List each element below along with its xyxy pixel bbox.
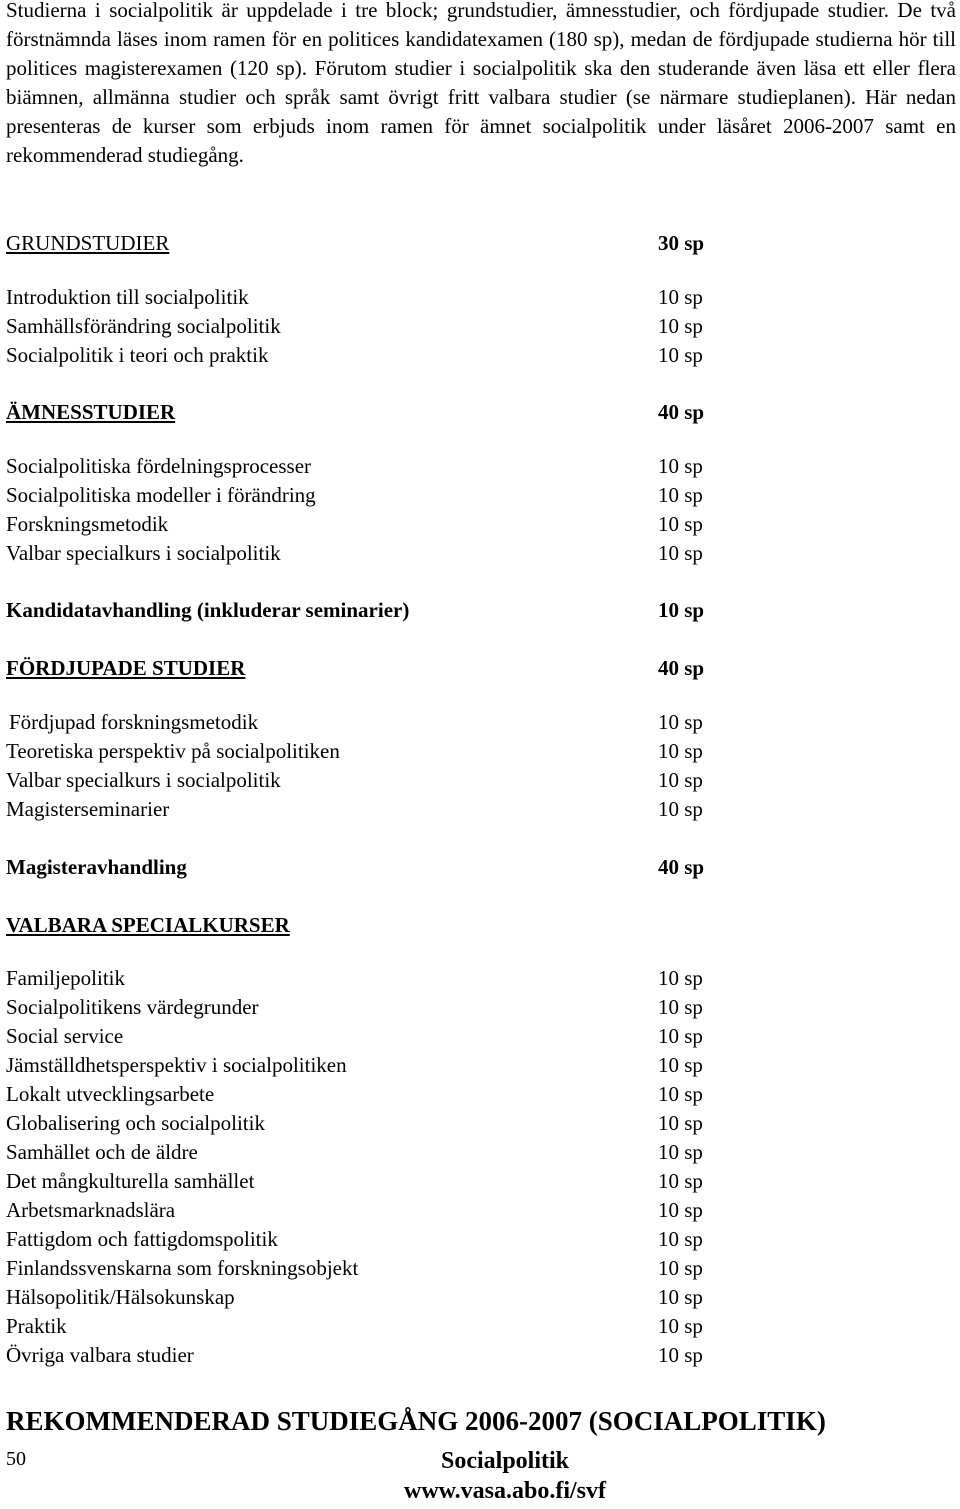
course-row [6, 1080, 726, 1109]
course-name: Socialpolitiska fördelningsprocesser [6, 454, 312, 478]
thesis-row-magister [6, 853, 726, 882]
course-row [6, 510, 726, 539]
course-credits: 10 sp [658, 1343, 703, 1367]
section-heading-amnesstudier [6, 398, 726, 427]
course-row [6, 1022, 726, 1051]
course-row [6, 993, 726, 1022]
course-name: Magisterseminarier [6, 797, 170, 821]
course-credits: 10 sp [658, 483, 703, 507]
course-row [6, 795, 726, 824]
course-name: Fördjupad forskningsmetodik [9, 710, 259, 734]
thesis-credits: 10 sp [658, 598, 705, 622]
course-credits: 10 sp [658, 710, 703, 734]
course-name: Samhället och de äldre [6, 1140, 198, 1164]
course-name: Teoretiska perspektiv på socialpolitiken [6, 739, 340, 763]
page-number: 50 [6, 1448, 26, 1470]
course-credits: 10 sp [658, 1169, 703, 1193]
course-credits: 10 sp [658, 512, 703, 536]
course-credits: 10 sp [658, 1285, 703, 1309]
course-credits: 10 sp [658, 1082, 703, 1106]
course-row [6, 1109, 726, 1138]
course-credits: 10 sp [658, 768, 703, 792]
section-heading-valbara [6, 911, 726, 940]
course-row [6, 1341, 726, 1370]
course-row [6, 708, 726, 737]
course-name: Valbar specialkurs i socialpolitik [6, 768, 281, 792]
course-name: Introduktion till socialpolitik [6, 285, 249, 309]
course-row [6, 1254, 726, 1283]
course-row [6, 1283, 726, 1312]
course-name: Globalisering och socialpolitik [6, 1111, 265, 1135]
course-name: Arbetsmarknadslära [6, 1198, 176, 1222]
recommended-study-path-title: REKOMMENDERAD STUDIEGÅNG 2006-2007 (SOCIALPOLITIK) [6, 1406, 826, 1436]
course-name: Social service [6, 1024, 124, 1048]
footer-url: www.vasa.abo.fi/svf [403, 1478, 607, 1504]
course-row [6, 1138, 726, 1167]
course-row [6, 1167, 726, 1196]
thesis-name: Kandidatavhandling (inkluderar seminarier) [6, 598, 410, 622]
section-heading-label: FÖRDJUPADE STUDIER [6, 656, 246, 680]
course-row [6, 964, 726, 993]
course-credits: 10 sp [658, 1227, 703, 1251]
section-heading-fordjupade [6, 654, 726, 683]
course-name: Socialpolitiska modeller i förändring [6, 483, 316, 507]
section-heading-label: ÄMNESSTUDIER [6, 400, 176, 424]
course-row [6, 312, 726, 341]
course-credits: 10 sp [658, 797, 703, 821]
course-name: Fattigdom och fattigdomspolitik [6, 1227, 278, 1251]
course-row [6, 766, 726, 795]
course-row [6, 1196, 726, 1225]
course-name: Familjepolitik [6, 966, 125, 990]
course-credits: 10 sp [658, 343, 703, 367]
course-name: Valbar specialkurs i socialpolitik [6, 541, 281, 565]
course-name: Lokalt utvecklingsarbete [6, 1082, 215, 1106]
course-credits: 10 sp [658, 285, 703, 309]
course-credits: 10 sp [658, 541, 703, 565]
course-name: Forskningsmetodik [6, 512, 169, 536]
course-name: Finlandssvenskarna som forskningsobjekt [6, 1256, 359, 1280]
course-name: Samhällsförändring socialpolitik [6, 314, 281, 338]
section-heading-grundstudier [6, 229, 726, 258]
thesis-row-kandidat [6, 596, 726, 625]
course-credits: 10 sp [658, 1111, 703, 1135]
course-name: Praktik [6, 1314, 67, 1338]
course-credits: 10 sp [658, 1024, 703, 1048]
thesis-name: Magisteravhandling [6, 855, 187, 879]
course-row [6, 1051, 726, 1080]
course-credits: 10 sp [658, 739, 703, 763]
course-name: Hälsopolitik/Hälsokunskap [6, 1285, 235, 1309]
course-row [6, 481, 726, 510]
course-credits: 10 sp [658, 454, 703, 478]
course-name: Jämställdhetsperspektiv i socialpolitiken [6, 1053, 347, 1077]
course-row [6, 1225, 726, 1254]
course-row [6, 452, 726, 481]
section-total: 40 sp [658, 656, 705, 680]
page-footer [400, 1446, 610, 1506]
section-total: 40 sp [658, 400, 705, 424]
course-credits: 10 sp [658, 1198, 703, 1222]
course-credits: 10 sp [658, 1314, 703, 1338]
course-credits: 10 sp [658, 1256, 703, 1280]
footer-subject: Socialpolitik [440, 1448, 570, 1474]
section-total: 30 sp [658, 231, 705, 255]
course-name: Övriga valbara studier [6, 1343, 194, 1367]
course-row [6, 283, 726, 312]
course-name: Socialpolitikens värdegrunder [6, 995, 259, 1019]
intro-paragraph: Studierna i socialpolitik är uppdelade i tre block; grundstudier, ämnesstudier, och fördjupade studier. De två förstnämnda läses inom ramen för en politices kandidatexamen (180 sp), medan de fördjupade studierna hör till politices magisterexamen (120 sp). Förutom studier i socialpolitik ska den studerande även läsa ett eller flera biämnen, allmänna studier och språk samt övrigt fritt valbara studier (se närmare studieplanen). Här nedan presenteras de kurser som erbjuds inom ramen för ämnet socialpolitik under läsåret 2006-2007 samt en rekommenderad studiegång. [6, 0, 956, 167]
course-row [6, 341, 726, 370]
section-heading-label: GRUNDSTUDIER [6, 231, 170, 255]
course-credits: 10 sp [658, 966, 703, 990]
course-row [6, 539, 726, 568]
course-name: Det mångkulturella samhället [6, 1169, 255, 1193]
course-row [6, 1312, 726, 1341]
course-credits: 10 sp [658, 314, 703, 338]
section-heading-label: VALBARA SPECIALKURSER [6, 913, 290, 937]
course-credits: 10 sp [658, 1140, 703, 1164]
course-credits: 10 sp [658, 1053, 703, 1077]
course-credits: 10 sp [658, 995, 703, 1019]
course-row [6, 737, 726, 766]
course-name: Socialpolitik i teori och praktik [6, 343, 269, 367]
thesis-credits: 40 sp [658, 855, 705, 879]
